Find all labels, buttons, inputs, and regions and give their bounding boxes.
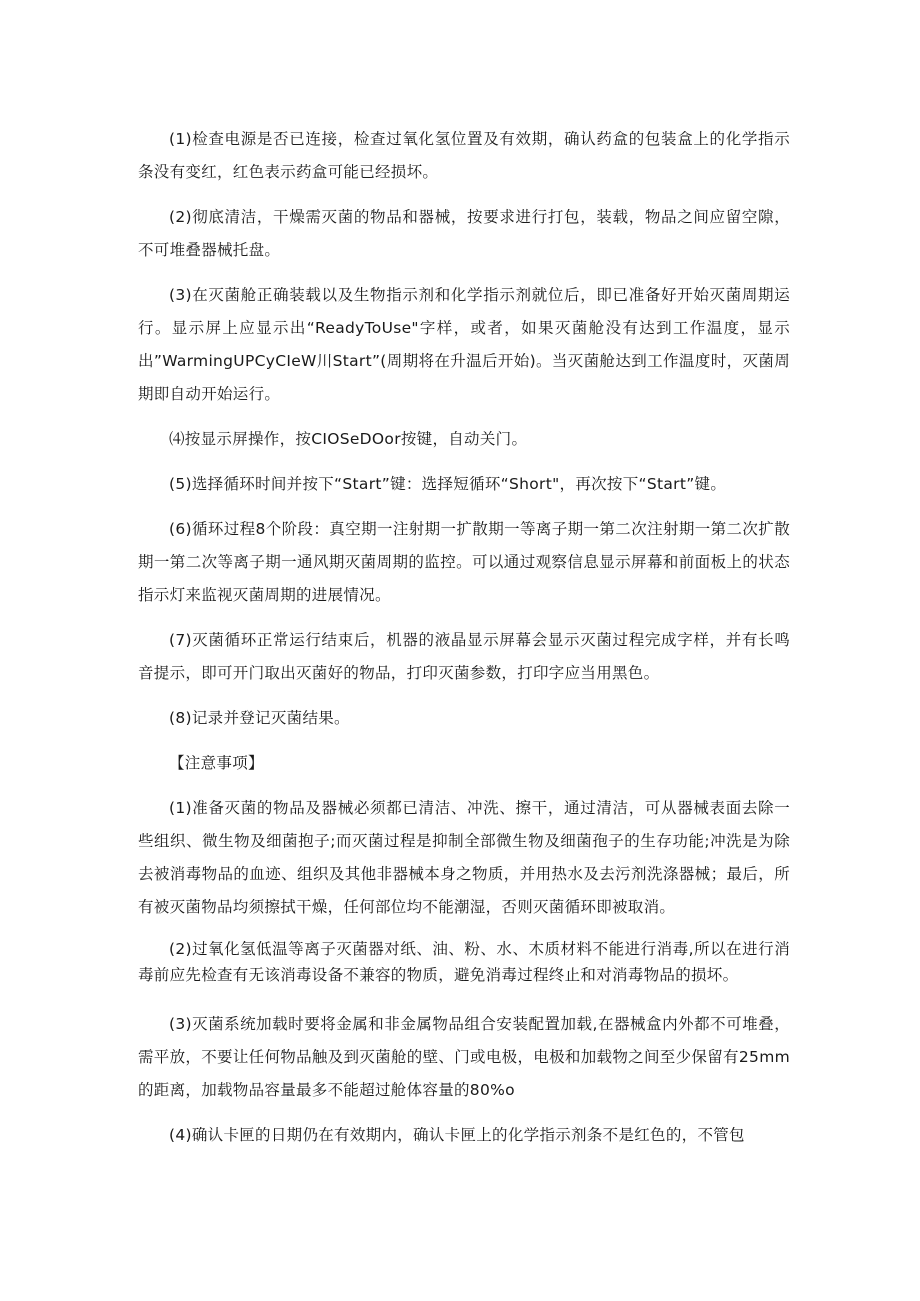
note-2: (2)过氧化氢低温等离子灭菌器对纸、油、粉、水、木质材料不能进行消毒,所以在进行消毒前应先检查有无该消毒设备不兼容的物质，避免消毒过程终止和对消毒物品的损坏。 xyxy=(138,940,790,984)
procedure-step-8: (8)记录并登记灭菌结果。 xyxy=(169,709,350,727)
procedure-step-4: ⑷按显示屏操作，按CIOSeDOor按键，自动关门。 xyxy=(169,430,528,448)
procedure-step-1: (1)检查电源是否已连接，检查过氧化氢位置及有效期，确认药盒的包装盒上的化学指示条没有变红，红色表示药盒可能已经损坏。 xyxy=(138,130,790,181)
note-4: (4)确认卡匣的日期仍在有效期内，确认卡匣上的化学指示剂条不是红色的，不管包 xyxy=(169,1126,745,1144)
procedure-step-5: (5)选择循环时间并按下“Start”键：选择短循环“Short"，再次按下“Start”键。 xyxy=(169,475,727,493)
notes-heading: 【注意事项】 xyxy=(169,754,264,772)
procedure-step-3: (3)在灭菌舱正确装载以及生物指示剂和化学指示剂就位后，即已准备好开始灭菌周期运行。显示屏上应显示出“ReadyToUse"字样，或者，如果灭菌舱没有达到工作温度，显示出”WarmingUPCyCIeW川Start”(周期将在升温后开始)。当灭菌舱达到工作温度时，灭菌周期即自动开始运行。 xyxy=(138,286,790,403)
procedure-step-2: (2)彻底清洁，干燥需灭菌的物品和器械，按要求进行打包，装载，物品之间应留空隙，不可堆叠器械托盘。 xyxy=(138,208,790,259)
procedure-step-7: (7)灭菌循环正常运行结束后，机器的液晶显示屏幕会显示灭菌过程完成字样，并有长鸣音提示，即可开门取出灭菌好的物品，打印灭菌参数，打印字应当用黑色。 xyxy=(138,631,790,682)
document-body xyxy=(138,123,790,1164)
note-1: (1)准备灭菌的物品及器械必须都已清洁、冲洗、擦干，通过清洁，可从器械表面去除一些组织、微生物及细菌抱子;而灭菌过程是抑制全部微生物及细菌孢子的生存功能;冲洗是为除去被消毒物品的血迹、组织及其他非器械本身之物质，并用热水及去污剂洗涤器械；最后，所有被灭菌物品均须擦拭干燥，任何部位均不能潮湿，否则灭菌循环即被取消。 xyxy=(138,799,790,916)
note-3: (3)灭菌系统加载时要将金属和非金属物品组合安装配置加载,在器械盒内外都不可堆叠，需平放，不要让任何物品触及到灭菌舱的壁、门或电极，电极和加载物之间至少保留有25mm的距离，加载物品容量最多不能超过舱体容量的80%o xyxy=(138,1015,790,1099)
procedure-step-6: (6)循环过程8个阶段：真空期一注射期一扩散期一等离子期一第二次注射期一第二次扩散期一第二次等离子期一通风期灭菌周期的监控。可以通过观察信息显示屏幕和前面板上的状态指示灯来监视灭菌周期的进展情况。 xyxy=(138,520,790,604)
